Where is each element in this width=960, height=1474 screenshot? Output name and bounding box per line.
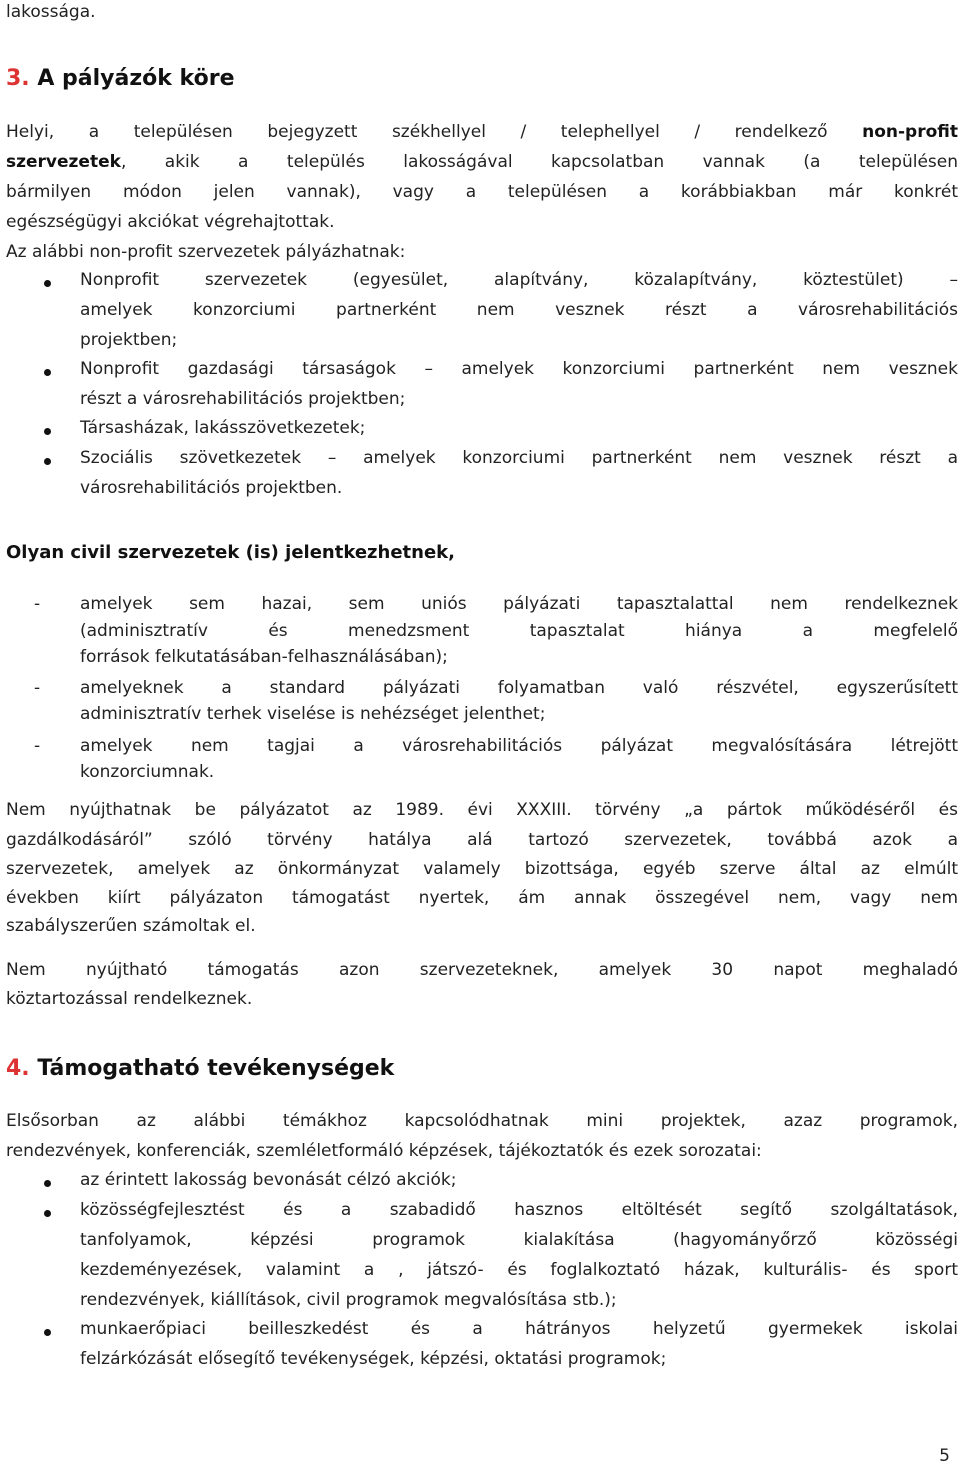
- bullet-4-line-2: városrehabilitációs projektben.: [80, 478, 343, 498]
- section-3-heading: [6, 68, 234, 90]
- section-3-title: A pályázók köre: [37, 66, 235, 91]
- non-profit-emphasis: non-profit: [862, 122, 958, 142]
- bullet-3-line-1: Társasházak, lakásszövetkezetek;: [80, 418, 366, 438]
- dash-marker: -: [34, 736, 41, 756]
- exclusion1-line-4: években kiírt pályázaton támogatást nyertek, ám annak összegével nem, vagy nem: [6, 888, 958, 908]
- section-4-heading: [6, 1058, 394, 1080]
- dash-1-line-1: amelyek sem hazai, sem uniós pályázati tapasztalattal nem rendelkeznek: [80, 594, 958, 614]
- intro-line-2: szervezetek, akik a település lakosságával kapcsolatban vannak (a településen: [6, 152, 958, 172]
- bullet-4-line-1: Szociális szövetkezetek – amelyek konzorciumi partnerként nem vesznek részt a: [80, 448, 958, 468]
- page-number: 5: [939, 1446, 950, 1466]
- bullet-icon: [44, 458, 51, 465]
- section-4-number: 4.: [6, 1056, 30, 1081]
- dash-2-line-1: amelyeknek a standard pályázati folyamatban való részvétel, egyszerűsített: [80, 678, 958, 698]
- exclusion1-line-1: Nem nyújthatnak be pályázatot az 1989. évi XXXIII. törvény „a pártok működéséről és: [6, 800, 958, 820]
- bullet-1-line-3: projektben;: [80, 330, 178, 350]
- dash-1-line-3: források felkutatásában-felhasználásában);: [80, 647, 448, 667]
- dash-marker: -: [34, 594, 41, 614]
- bullet-icon: [44, 1329, 51, 1336]
- s4-bullet-2-line-3: kezdeményezések, valamint a , játszó- és foglalkoztató házak, kulturális- és sport: [80, 1260, 958, 1280]
- bullet-1-line-2: amelyek konzorciumi partnerként nem vesznek részt a városrehabilitációs: [80, 300, 958, 320]
- section-4-intro-line-1: Elsősorban az alábbi témákhoz kapcsolódhatnak mini projektek, azaz programok,: [6, 1111, 958, 1131]
- exclusion2-line-2: köztartozással rendelkeznek.: [6, 989, 253, 1009]
- bullet-2-line-1: Nonprofit gazdasági társaságok – amelyek konzorciumi partnerként nem vesznek: [80, 359, 958, 379]
- bullet-icon: [44, 369, 51, 376]
- intro-line-1: Helyi, a településen bejegyzett székhellyel / telephellyel / rendelkező non-profit: [6, 122, 958, 142]
- civil-heading: Olyan civil szervezetek (is) jelentkezhetnek,: [6, 542, 455, 563]
- bullet-2-line-2: részt a városrehabilitációs projektben;: [80, 389, 406, 409]
- dash-2-line-2: adminisztratív terhek viselése is nehézséget jelenthet;: [80, 704, 546, 724]
- bullet-icon: [44, 1180, 51, 1187]
- s4-bullet-3-line-1: munkaerőpiaci beilleszkedést és a hátrányos helyzetű gyermekek iskolai: [80, 1319, 958, 1339]
- dash-marker: -: [34, 678, 41, 698]
- bullet-icon: [44, 1210, 51, 1217]
- exclusion1-line-5: szabályszerűen számoltak el.: [6, 916, 256, 936]
- intro-line-3: bármilyen módon jelen vannak), vagy a településen a korábbiakban már konkrét: [6, 182, 958, 202]
- bullet-icon: [44, 428, 51, 435]
- section-4-title: Támogatható tevékenységek: [37, 1056, 395, 1081]
- list-intro: Az alábbi non-profit szervezetek pályázhatnak:: [6, 242, 406, 262]
- section-4-intro-line-2: rendezvények, konferenciák, szemléletformáló képzések, tájékoztatók és ezek sorozatai:: [6, 1141, 762, 1161]
- bullet-icon: [44, 280, 51, 287]
- exclusion2-line-1: Nem nyújtható támogatás azon szervezeteknek, amelyek 30 napot meghaladó: [6, 960, 958, 980]
- dash-3-line-2: konzorciumnak.: [80, 762, 215, 782]
- exclusion1-line-2: gazdálkodásáról” szóló törvény hatálya alá tartozó szervezetek, továbbá azok a: [6, 830, 958, 850]
- bullet-1-line-1: Nonprofit szervezetek (egyesület, alapítvány, közalapítvány, köztestület) –: [80, 270, 958, 290]
- dash-1-line-2: (adminisztratív és menedzsment tapasztalat hiánya a megfelelő: [80, 621, 958, 641]
- exclusion1-line-3: szervezetek, amelyek az önkormányzat valamely bizottsága, egyéb szerve által az elmúlt: [6, 859, 958, 879]
- dash-3-line-1: amelyek nem tagjai a városrehabilitációs pályázat megvalósítására létrejött: [80, 736, 958, 756]
- s4-bullet-1-line-1: az érintett lakosság bevonását célzó akciók;: [80, 1170, 457, 1190]
- top-fragment: lakossága.: [6, 2, 96, 22]
- s4-bullet-2-line-4: rendezvények, kiállítások, civil programok megvalósítása stb.);: [80, 1290, 617, 1310]
- s4-bullet-3-line-2: felzárkózását elősegítő tevékenységek, képzési, oktatási programok;: [80, 1349, 667, 1369]
- s4-bullet-2-line-1: közösségfejlesztést és a szabadidő hasznos eltöltését segítő szolgáltatások,: [80, 1200, 958, 1220]
- s4-bullet-2-line-2: tanfolyamok, képzési programok kialakítása (hagyományőrző közösségi: [80, 1230, 958, 1250]
- intro-line-4: egészségügyi akciókat végrehajtottak.: [6, 212, 335, 232]
- section-3-number: 3.: [6, 66, 30, 91]
